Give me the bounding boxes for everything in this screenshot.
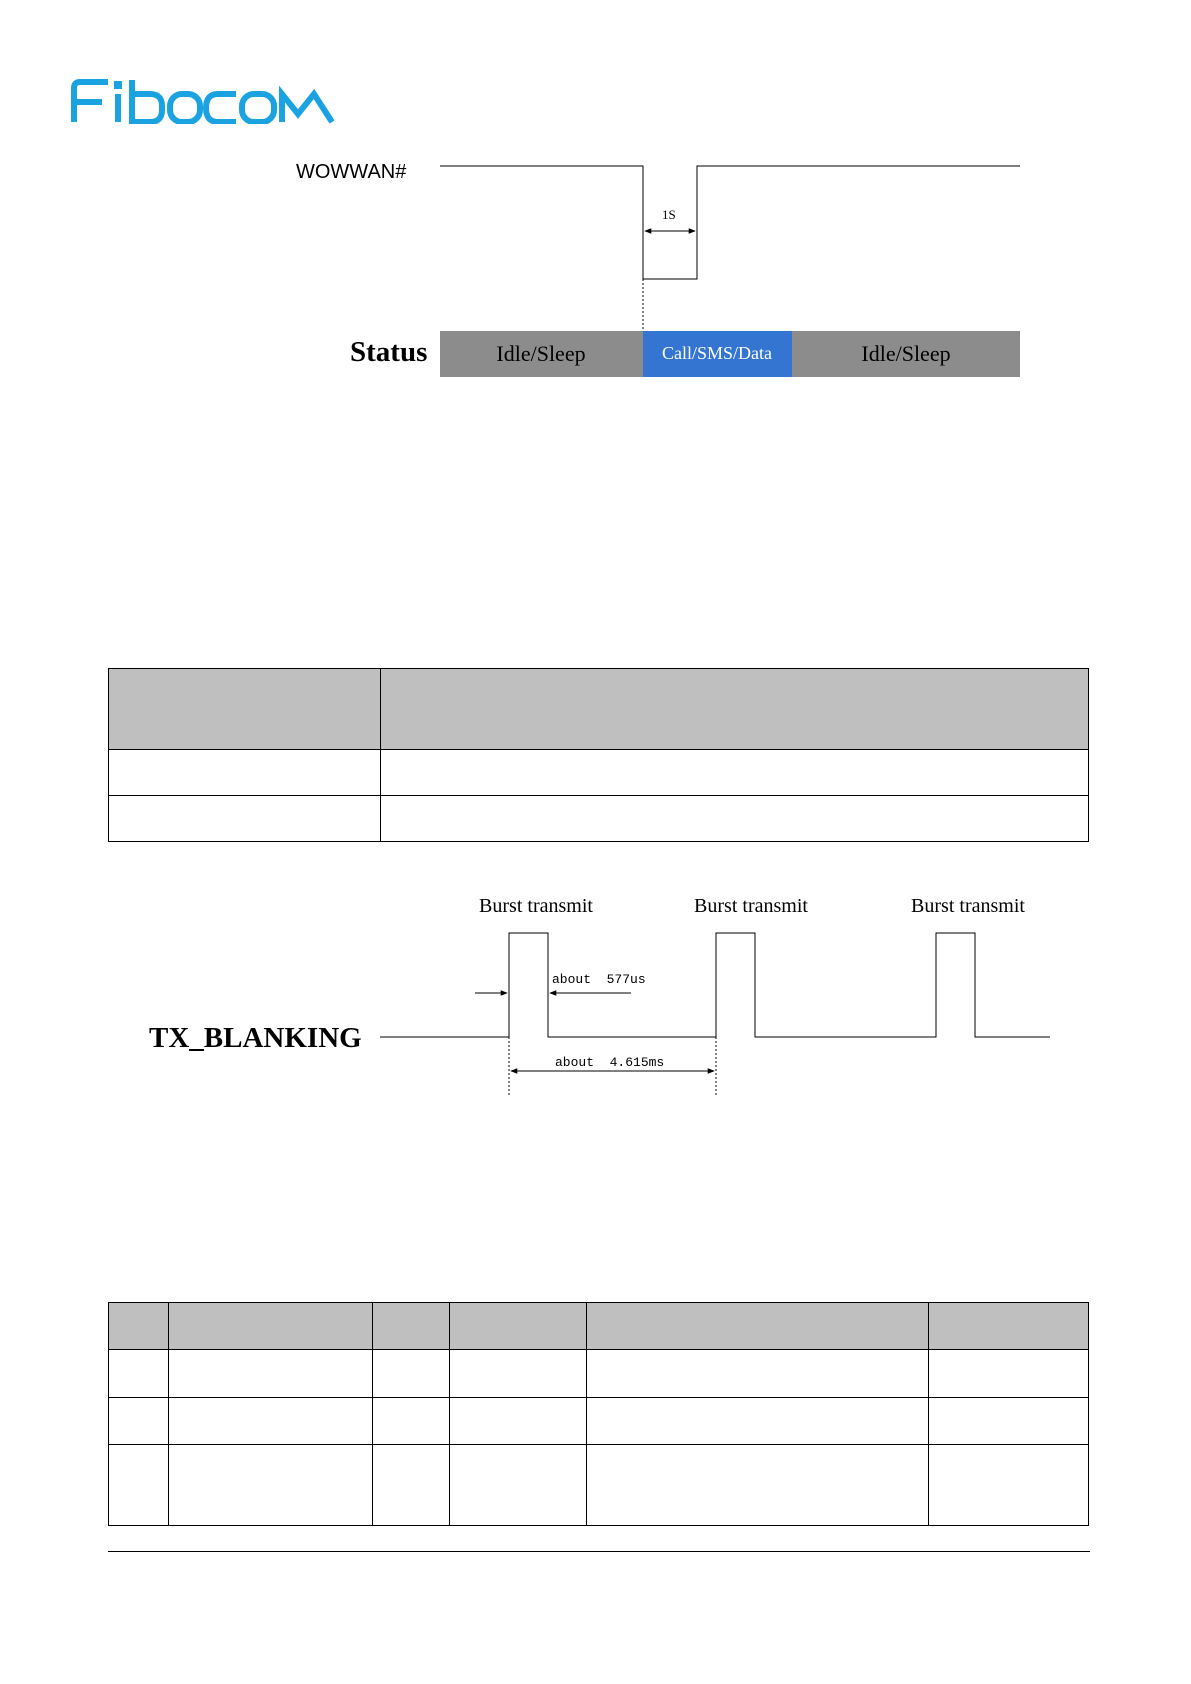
status-label: Status [350,336,428,368]
table-cell [168,1445,372,1526]
table-cell [929,1350,1089,1398]
table-cell [586,1398,929,1445]
tx-blanking-waveform [380,933,1050,1037]
table-cell [380,796,1088,842]
table-row [109,1445,1089,1526]
table-header-row [109,669,1089,750]
tx-blanking-timing-diagram [149,895,1050,1097]
logo-text: FIBOCOM [70,78,75,79]
table-header-cell [586,1303,929,1350]
table-cell [168,1350,372,1398]
table-cell [109,796,381,842]
table-cell [109,1445,169,1526]
status-segment-label: Idle/Sleep [861,341,951,366]
status-segment-label: Call/SMS/Data [661,343,773,363]
burst-label: Burst transmit [694,895,808,917]
table-row [109,796,1089,842]
table-cell [372,1350,449,1398]
table-2 [108,1302,1089,1526]
table-header-cell [380,669,1088,750]
table-header-cell [168,1303,372,1350]
table-header-cell [109,669,381,750]
table-header-cell [109,1303,169,1350]
footer-divider [108,1551,1090,1552]
pulse-width-label: about 577us [552,972,646,987]
burst-label: Burst transmit [911,895,1025,917]
table-cell [372,1398,449,1445]
table-cell [109,1350,169,1398]
table-cell [380,750,1088,796]
table-header-cell [929,1303,1089,1350]
tx-blanking-signal-label: TX_BLANKING [149,1022,362,1054]
table-row [109,1350,1089,1398]
table-cell [586,1445,929,1526]
burst-label: Burst transmit [479,895,593,917]
table-cell [109,750,381,796]
table-cell [372,1445,449,1526]
table-1 [108,668,1089,842]
table-cell [929,1398,1089,1445]
wowwan-pulse-width-label: 1S [662,207,676,222]
table-cell [449,1398,586,1445]
table-cell [168,1398,372,1445]
table-cell [929,1445,1089,1526]
table-row [109,750,1089,796]
wowwan-waveform [440,166,1020,279]
table-cell [109,1398,169,1445]
period-label: about 4.615ms [555,1055,665,1070]
table-cell [449,1350,586,1398]
table-cell [449,1445,586,1526]
table-cell [586,1350,929,1398]
wowwan-signal-label: WOWWAN# [296,161,407,183]
table-row [109,1398,1089,1445]
wowwan-timing-diagram [296,161,1020,377]
table-header-cell [372,1303,449,1350]
status-segment-label: Idle/Sleep [496,341,586,366]
table-header-row [109,1303,1089,1350]
table-header-cell [449,1303,586,1350]
